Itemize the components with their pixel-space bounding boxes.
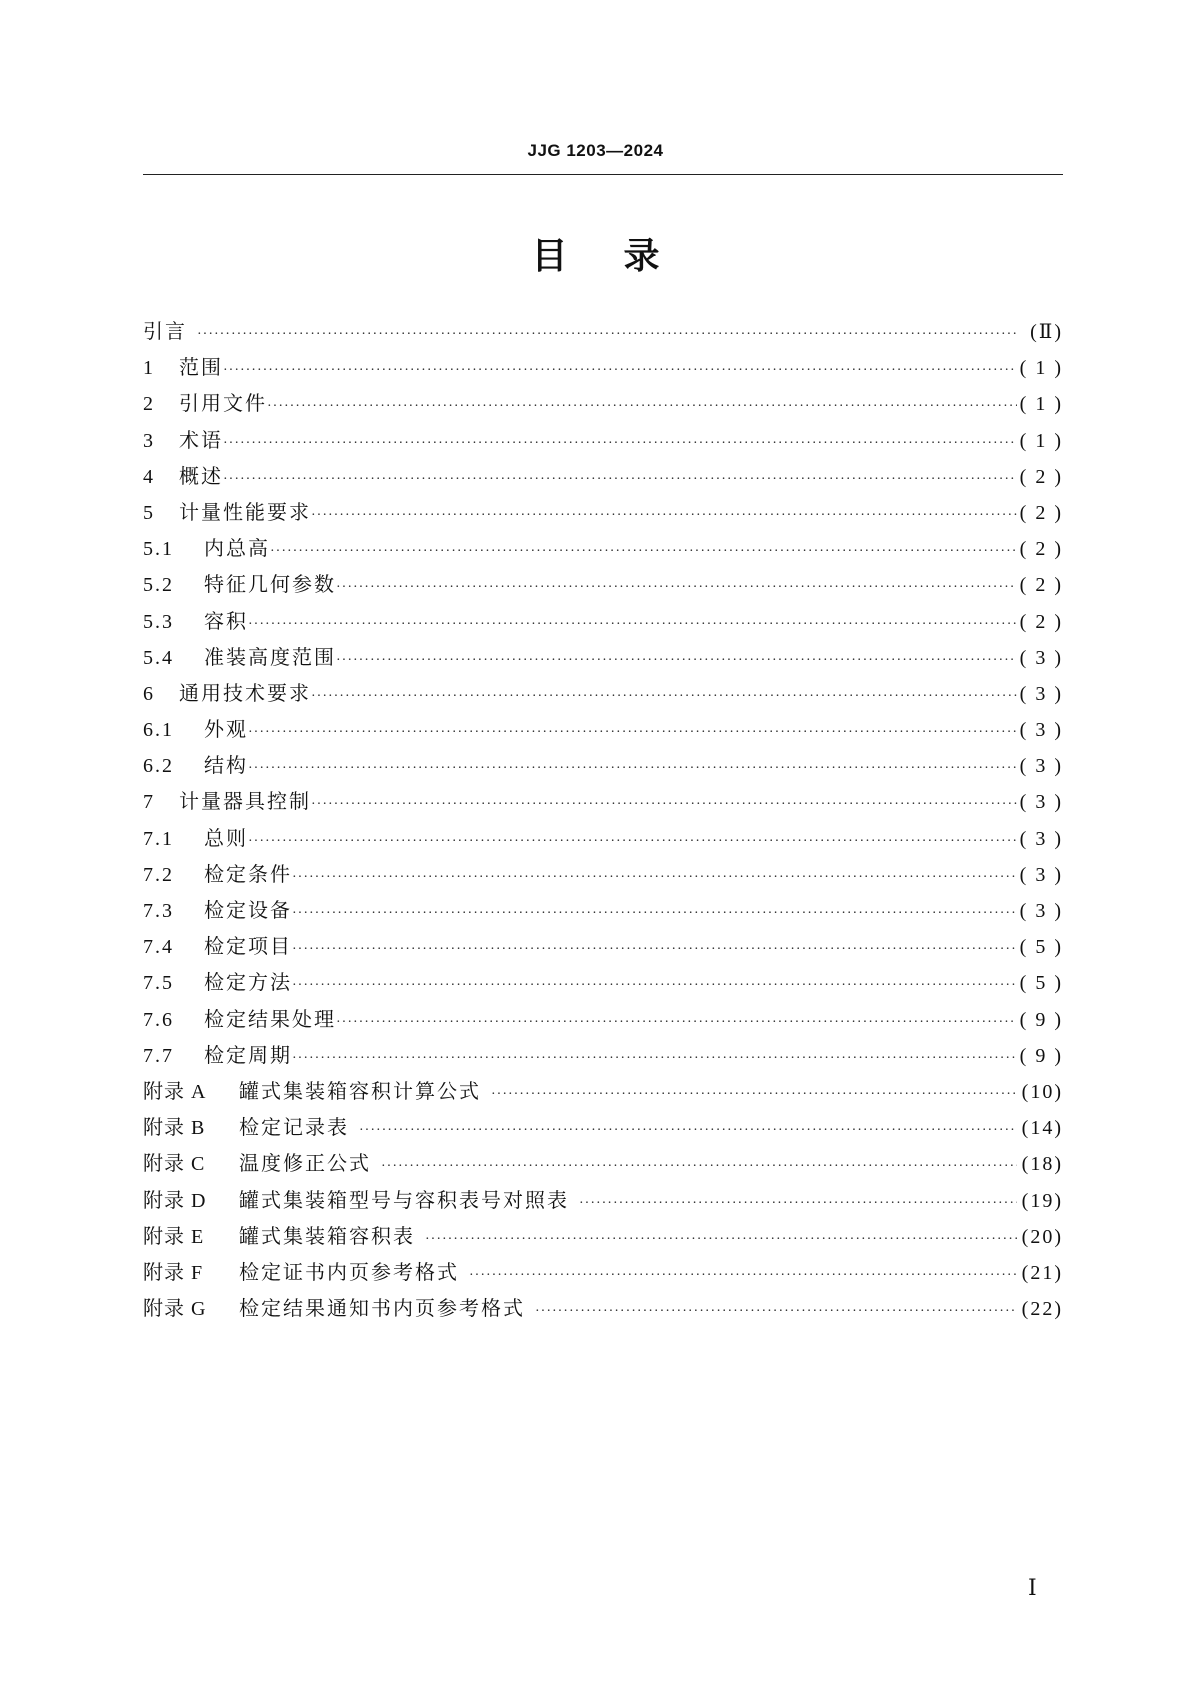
toc-entry-page: ( 2 )	[1019, 538, 1063, 561]
toc-entry-label: 罐式集装箱型号与容积表号对照表	[239, 1189, 569, 1212]
toc-entry-label: 准装高度范围	[204, 646, 336, 669]
toc-entry-label: 容积	[204, 610, 248, 633]
toc-leader-dots	[336, 647, 1017, 675]
toc-leader-dots	[223, 466, 1017, 494]
toc-entry[interactable]	[143, 1042, 1063, 1078]
toc-entry[interactable]	[143, 354, 1063, 390]
toc-leader-dots	[336, 574, 1017, 602]
toc-entry-page: (10)	[1021, 1080, 1063, 1103]
toc-leader-dots	[336, 1009, 1017, 1037]
toc-entry[interactable]	[143, 644, 1063, 680]
toc-entry-label: 特征几何参数	[204, 574, 336, 597]
toc-leader-dots	[381, 1153, 1017, 1181]
toc-entry[interactable]	[143, 427, 1063, 463]
toc-entry-label: 计量器具控制	[179, 791, 311, 814]
toc-entry-page: ( 3 )	[1019, 682, 1063, 705]
toc-entry-label: 结构	[204, 755, 248, 778]
page-title	[0, 228, 1191, 279]
toc-entry-page: (22)	[1021, 1298, 1063, 1321]
toc-entry-number: 5.4	[143, 646, 174, 669]
toc-entry-number: 附录 C	[143, 1153, 206, 1176]
toc-entry[interactable]	[143, 535, 1063, 571]
toc-entry-page: ( 2 )	[1019, 465, 1063, 488]
table-of-contents	[143, 318, 1063, 1331]
toc-entry-label: 检定证书内页参考格式	[239, 1261, 459, 1284]
toc-entry-page: ( 3 )	[1019, 827, 1063, 850]
toc-entry-label: 检定条件	[204, 863, 292, 886]
toc-leader-dots	[311, 683, 1017, 711]
toc-entry-page: (Ⅱ)	[1030, 321, 1063, 343]
toc-entry[interactable]	[143, 1187, 1063, 1223]
toc-entry[interactable]	[143, 499, 1063, 535]
toc-entry-page: ( 2 )	[1019, 610, 1063, 633]
toc-entry-label: 引用文件	[179, 393, 267, 416]
toc-entry-label: 罐式集装箱容积表	[239, 1225, 415, 1248]
toc-entry-number: 5.3	[143, 610, 174, 633]
toc-leader-dots	[223, 430, 1017, 458]
toc-entry-label: 检定设备	[204, 900, 292, 922]
toc-entry-number: 附录 E	[143, 1225, 205, 1248]
toc-entry-label: 检定周期	[204, 1044, 292, 1067]
toc-entry-number: 5	[143, 501, 155, 524]
toc-entry-page: ( 3 )	[1019, 755, 1063, 778]
toc-entry-page: ( 5 )	[1019, 936, 1063, 959]
toc-leader-dots	[292, 936, 1017, 964]
toc-entry-label: 检定结果通知书内页参考格式	[239, 1298, 525, 1321]
toc-leader-dots	[248, 611, 1017, 639]
toc-leader-dots	[197, 321, 1017, 349]
toc-entry-label: 总则	[204, 827, 248, 850]
toc-entry[interactable]	[143, 608, 1063, 644]
toc-entry-number: 附录 B	[143, 1117, 206, 1140]
title-char: 目	[531, 236, 568, 277]
toc-entry-number: 6	[143, 682, 155, 705]
page-number: Ⅰ	[1028, 1575, 1037, 1600]
toc-entry[interactable]	[143, 463, 1063, 499]
toc-entry-label: 检定记录表	[239, 1117, 349, 1140]
toc-entry-label: 范围	[179, 357, 223, 380]
toc-leader-dots	[248, 828, 1017, 856]
toc-entry-label: 检定项目	[204, 936, 292, 959]
toc-entry-number: 7	[143, 791, 155, 814]
toc-leader-dots	[292, 900, 1017, 928]
toc-entry-page: ( 1 )	[1019, 393, 1063, 416]
toc-entry[interactable]	[143, 716, 1063, 752]
toc-entry-page: (20)	[1021, 1225, 1063, 1248]
toc-entry-label: 通用技术要求	[179, 682, 311, 705]
toc-entry-page: ( 2 )	[1019, 574, 1063, 597]
toc-entry[interactable]	[143, 318, 1063, 354]
toc-entry-label: 罐式集装箱容积计算公式	[239, 1080, 481, 1103]
toc-entry-number: 附录 F	[143, 1261, 204, 1284]
toc-entry[interactable]	[143, 933, 1063, 969]
toc-entry-label: 检定结果处理	[204, 1008, 336, 1031]
toc-entry-page: ( 3 )	[1019, 791, 1063, 814]
toc-entry-page: (14)	[1021, 1117, 1063, 1140]
toc-entry[interactable]	[143, 969, 1063, 1005]
toc-leader-dots	[535, 1298, 1017, 1326]
toc-entry-page: ( 1 )	[1019, 429, 1063, 452]
toc-entry[interactable]	[143, 788, 1063, 824]
toc-entry-number: 7.1	[143, 827, 174, 850]
toc-entry-label: 概述	[179, 465, 223, 488]
toc-entry[interactable]	[143, 825, 1063, 861]
toc-entry[interactable]	[143, 1078, 1063, 1114]
toc-leader-dots	[223, 357, 1017, 385]
toc-entry-number: 附录 A	[143, 1080, 207, 1103]
toc-leader-dots	[359, 1117, 1017, 1145]
toc-entry-number: 7.3	[143, 900, 174, 922]
toc-entry-page: (21)	[1021, 1261, 1063, 1284]
toc-entry-number: 7.7	[143, 1044, 174, 1067]
toc-entry-number: 5.1	[143, 538, 174, 561]
toc-leader-dots	[469, 1262, 1017, 1290]
toc-entry-number: 附录 G	[143, 1298, 207, 1321]
toc-entry-page: ( 9 )	[1019, 1044, 1063, 1067]
toc-leader-dots	[292, 864, 1017, 892]
toc-entry-label: 外观	[204, 719, 248, 742]
toc-entry-label: 计量性能要求	[179, 501, 311, 524]
toc-entry[interactable]	[143, 897, 1063, 933]
title-char: 录	[623, 236, 660, 277]
toc-leader-dots	[267, 393, 1017, 421]
toc-leader-dots	[292, 972, 1017, 1000]
toc-leader-dots	[270, 538, 1017, 566]
toc-entry-number: 3	[143, 429, 155, 452]
toc-entry[interactable]	[143, 1150, 1063, 1186]
toc-entry-number: 7.5	[143, 972, 174, 995]
toc-entry[interactable]	[143, 571, 1063, 607]
toc-entry-number: 1	[143, 357, 155, 380]
toc-entry-label: 术语	[179, 429, 223, 452]
toc-leader-dots	[425, 1226, 1017, 1254]
toc-entry-page: ( 3 )	[1019, 646, 1063, 669]
toc-entry-number: 附录 D	[143, 1189, 207, 1212]
toc-entry[interactable]	[143, 1114, 1063, 1150]
toc-entry-page: (18)	[1021, 1153, 1063, 1176]
toc-entry-page: ( 9 )	[1019, 1008, 1063, 1031]
toc-entry-number: 6.1	[143, 719, 174, 742]
toc-entry[interactable]	[143, 1259, 1063, 1295]
toc-entry-number: 7.2	[143, 863, 174, 886]
toc-leader-dots	[579, 1190, 1017, 1218]
toc-entry-label: 引言	[143, 321, 187, 343]
toc-leader-dots	[311, 791, 1017, 819]
toc-entry-page: ( 1 )	[1019, 357, 1063, 380]
toc-entry-number: 4	[143, 465, 155, 488]
toc-entry-page: ( 3 )	[1019, 863, 1063, 886]
toc-leader-dots	[311, 502, 1017, 530]
toc-entry-number: 2	[143, 393, 155, 416]
toc-leader-dots	[248, 755, 1017, 783]
document-code-header: JJG 1203—2024	[527, 141, 664, 160]
toc-leader-dots	[248, 719, 1017, 747]
toc-entry[interactable]	[143, 861, 1063, 897]
toc-entry[interactable]	[143, 390, 1063, 426]
toc-entry[interactable]	[143, 752, 1063, 788]
toc-entry-page: ( 5 )	[1019, 972, 1063, 995]
toc-entry-label: 内总高	[204, 538, 270, 561]
toc-leader-dots	[292, 1045, 1017, 1073]
toc-entry-label: 检定方法	[204, 972, 292, 995]
toc-entry[interactable]	[143, 1223, 1063, 1259]
toc-entry[interactable]	[143, 1295, 1063, 1331]
toc-entry-page: ( 3 )	[1019, 900, 1063, 922]
toc-entry-page: (19)	[1021, 1189, 1063, 1212]
header-rule	[143, 174, 1063, 175]
toc-entry-page: ( 3 )	[1019, 719, 1063, 742]
toc-entry[interactable]	[143, 680, 1063, 716]
toc-leader-dots	[491, 1081, 1017, 1109]
toc-entry-page: ( 2 )	[1019, 501, 1063, 524]
toc-entry-label: 温度修正公式	[239, 1153, 371, 1176]
toc-entry[interactable]	[143, 1006, 1063, 1042]
toc-entry-number: 5.2	[143, 574, 174, 597]
toc-entry-number: 7.4	[143, 936, 174, 959]
toc-entry-number: 6.2	[143, 755, 174, 778]
toc-entry-number: 7.6	[143, 1008, 174, 1031]
